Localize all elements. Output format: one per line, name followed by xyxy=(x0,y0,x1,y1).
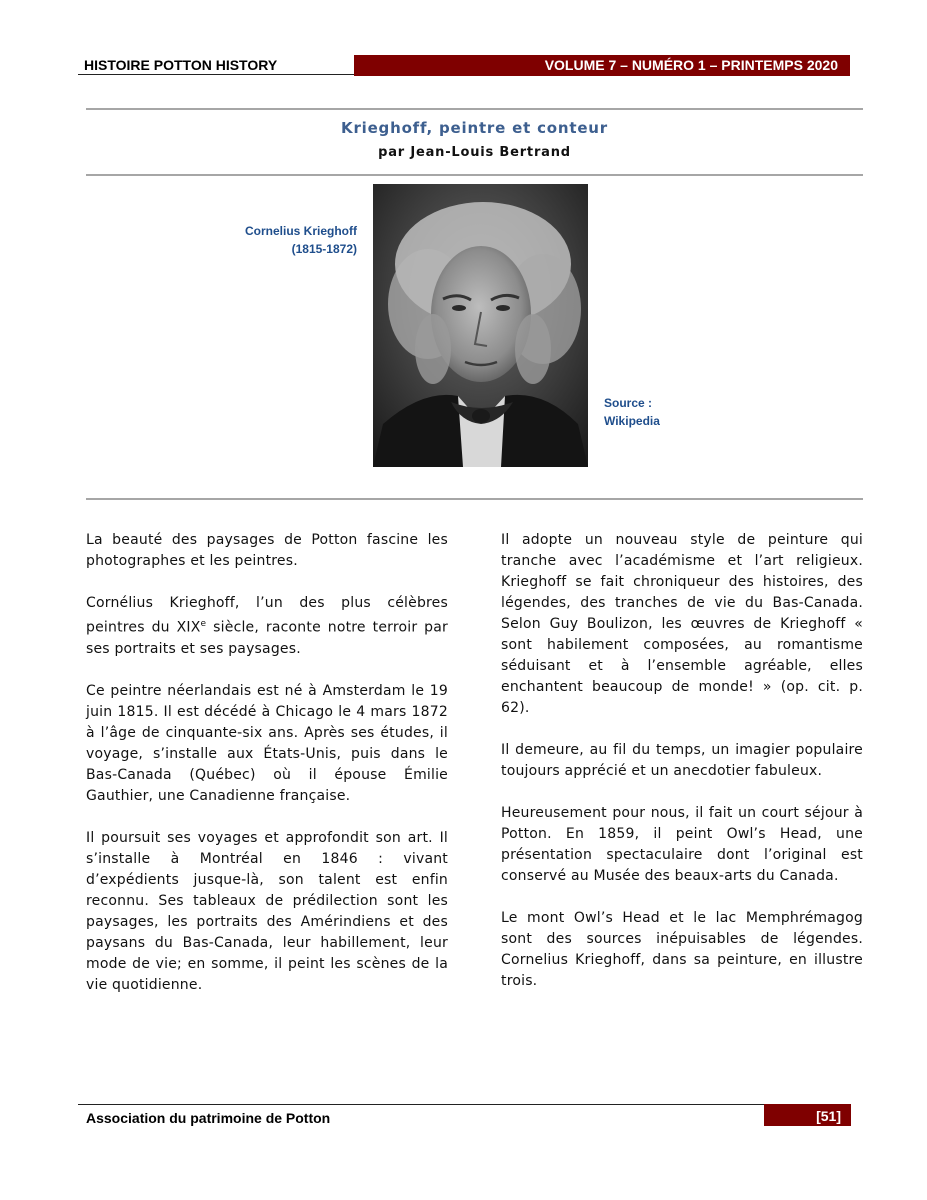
caption-dates: (1815-1872) xyxy=(291,242,357,256)
paragraph xyxy=(86,593,448,660)
running-header-title: HISTOIRE POTTON HISTORY xyxy=(78,55,354,75)
title-top-rule xyxy=(86,108,863,110)
superscript: e xyxy=(200,619,207,629)
portrait-photo xyxy=(373,184,588,467)
paragraph: Le mont Owl’s Head et le lac Memphrémagog sont des sources inépuisables de légendes. Cornelius Krieghoff, dans sa peinture, en illustre trois. xyxy=(501,910,863,989)
photo-source xyxy=(604,394,724,430)
portrait-caption xyxy=(200,222,357,258)
paragraph-text: Cornélius Krieghoff, l’un des plus célèbres peintres du XIX xyxy=(86,595,448,636)
caption-name: Cornelius Krieghoff xyxy=(244,224,357,238)
page-number: [51] xyxy=(764,1104,851,1126)
source-label: Source : xyxy=(604,396,653,410)
body-column-right xyxy=(501,530,863,1013)
body-column-left xyxy=(86,530,448,1017)
figure-bottom-rule xyxy=(86,498,863,500)
article-byline: par Jean-Louis Bertrand xyxy=(378,145,571,160)
paragraph-text: siècle, raconte notre terroir par ses portraits et ses paysages. xyxy=(86,619,449,657)
footer-association: Association du patrimoine de Potton xyxy=(78,1104,764,1126)
article-title: Krieghoff, peintre et conteur xyxy=(341,119,608,137)
paragraph: Heureusement pour nous, il fait un court séjour à Potton. En 1859, il peint Owl’s Head, une présentation spectaculaire dont l’original est conservé au Musée des beaux-arts du Canada. xyxy=(501,805,863,884)
paragraph: La beauté des paysages de Potton fascine les photographes et les peintres. xyxy=(86,532,448,569)
paragraph: Ce peintre néerlandais est né à Amsterdam le 19 juin 1815. Il est décédé à Chicago le 4 mars 1872 à l’âge de cinquante-six ans. Après ses études, il voyage, s’installe aux États-Unis, puis dans le Bas-Canada (Québec) où il épouse Émilie Gauthier, une Canadienne française. xyxy=(86,682,448,804)
source-name: Wikipedia xyxy=(604,414,660,428)
paragraph: Il adopte un nouveau style de peinture qui tranche avec l’académisme et l’art religieux. Krieghoff se fait chroniqueur des histoires, des légendes, des tranches de vie du Bas-Canada. Selon Guy Boulizon, les œuvres de Krieghoff « sont habilement composées, au romantisme séduisant et à l’ensemble agréable, elles enchantent beaucoup de monde! » (op. cit. p. 62). xyxy=(501,532,863,716)
paragraph: Il demeure, au fil du temps, un imagier populaire toujours apprécié et un anecdotier fabuleux. xyxy=(501,742,863,779)
paragraph: Il poursuit ses voyages et approfondit son art. Il s’installe à Montréal en 1846 : vivant d’expédients jusque-là, son talent est enfin reconnu. Ses tableaux de prédilection sont les paysages, les portraits des Amérindiens et des paysans du Bas-Canada, leur habillement, leur mode de vie; en somme, il peint les scènes de la vie quotidienne. xyxy=(86,829,448,993)
title-bottom-rule xyxy=(86,174,863,176)
issue-banner: VOLUME 7 – NUMÉRO 1 – PRINTEMPS 2020 xyxy=(354,55,850,76)
